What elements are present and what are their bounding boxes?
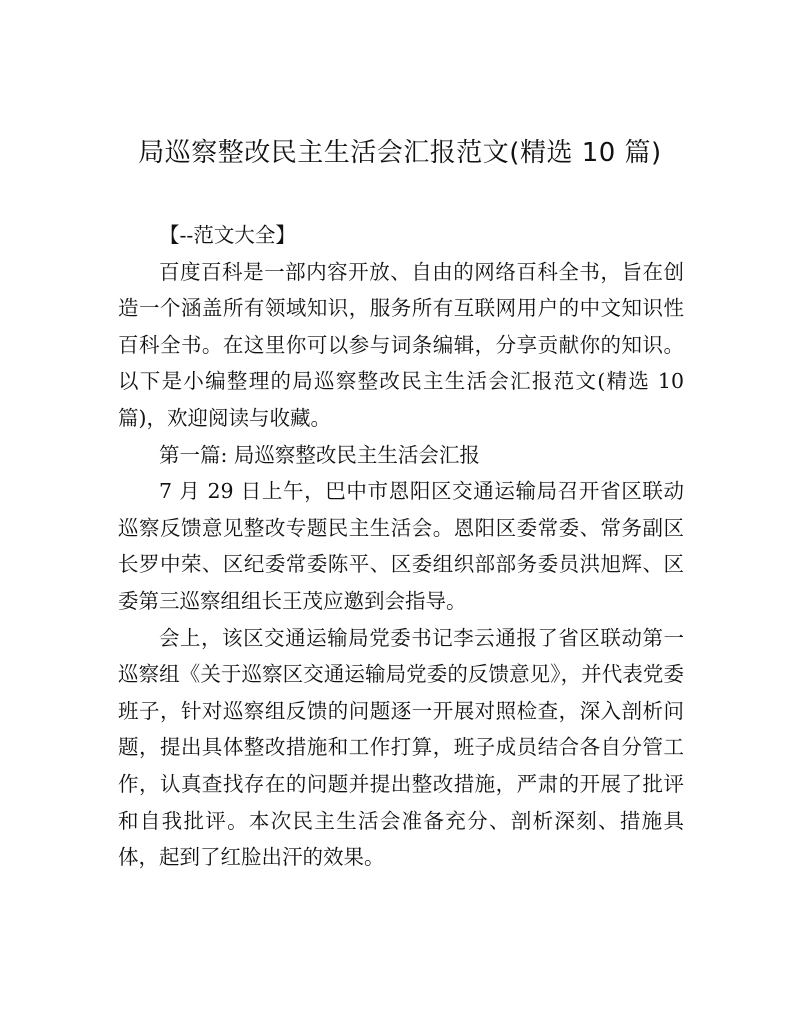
document-body <box>118 217 684 876</box>
intro-paragraph: 百度百科是一部内容开放、自由的网络百科全书，旨在创造一个涵盖所有领域知识，服务所有互联网用户的中文知识性百科全书。在这里你可以参与词条编辑，分享贡献你的知识。以下是小编整理的局巡察整改民主生活会汇报范文(精选 10 篇)，欢迎阅读与收藏。 <box>118 259 684 430</box>
source-tag: 【--范文大全】 <box>159 223 296 247</box>
body-paragraph: 会上，该区交通运输局党委书记李云通报了省区联动第一巡察组《关于巡察区交通运输局党委的反馈意见》，并代表党委班子，针对巡察组反馈的问题逐一开展对照检查，深入剖析问题，提出具体整改措施和工作打算，班子成员结合各自分管工作，认真查找存在的问题并提出整改措施，严肃的开展了批评和自我批评。本次民主生活会准备充分、剖析深刻、措施具体，起到了红脸出汗的效果。 <box>118 625 684 870</box>
body-paragraph: 7 月 29 日上午，巴中市恩阳区交通运输局召开省区联动巡察反馈意见整改专题民主生活会。恩阳区委常委、常务副区长罗中荣、区纪委常委陈平、区委组织部部务委员洪旭辉、区委第三巡察组组长王茂应邀到会指导。 <box>118 479 684 613</box>
section-heading: 第一篇: 局巡察整改民主生活会汇报 <box>159 442 480 467</box>
document-title: 局巡察整改民主生活会汇报范文(精选 10 篇) <box>138 138 662 168</box>
